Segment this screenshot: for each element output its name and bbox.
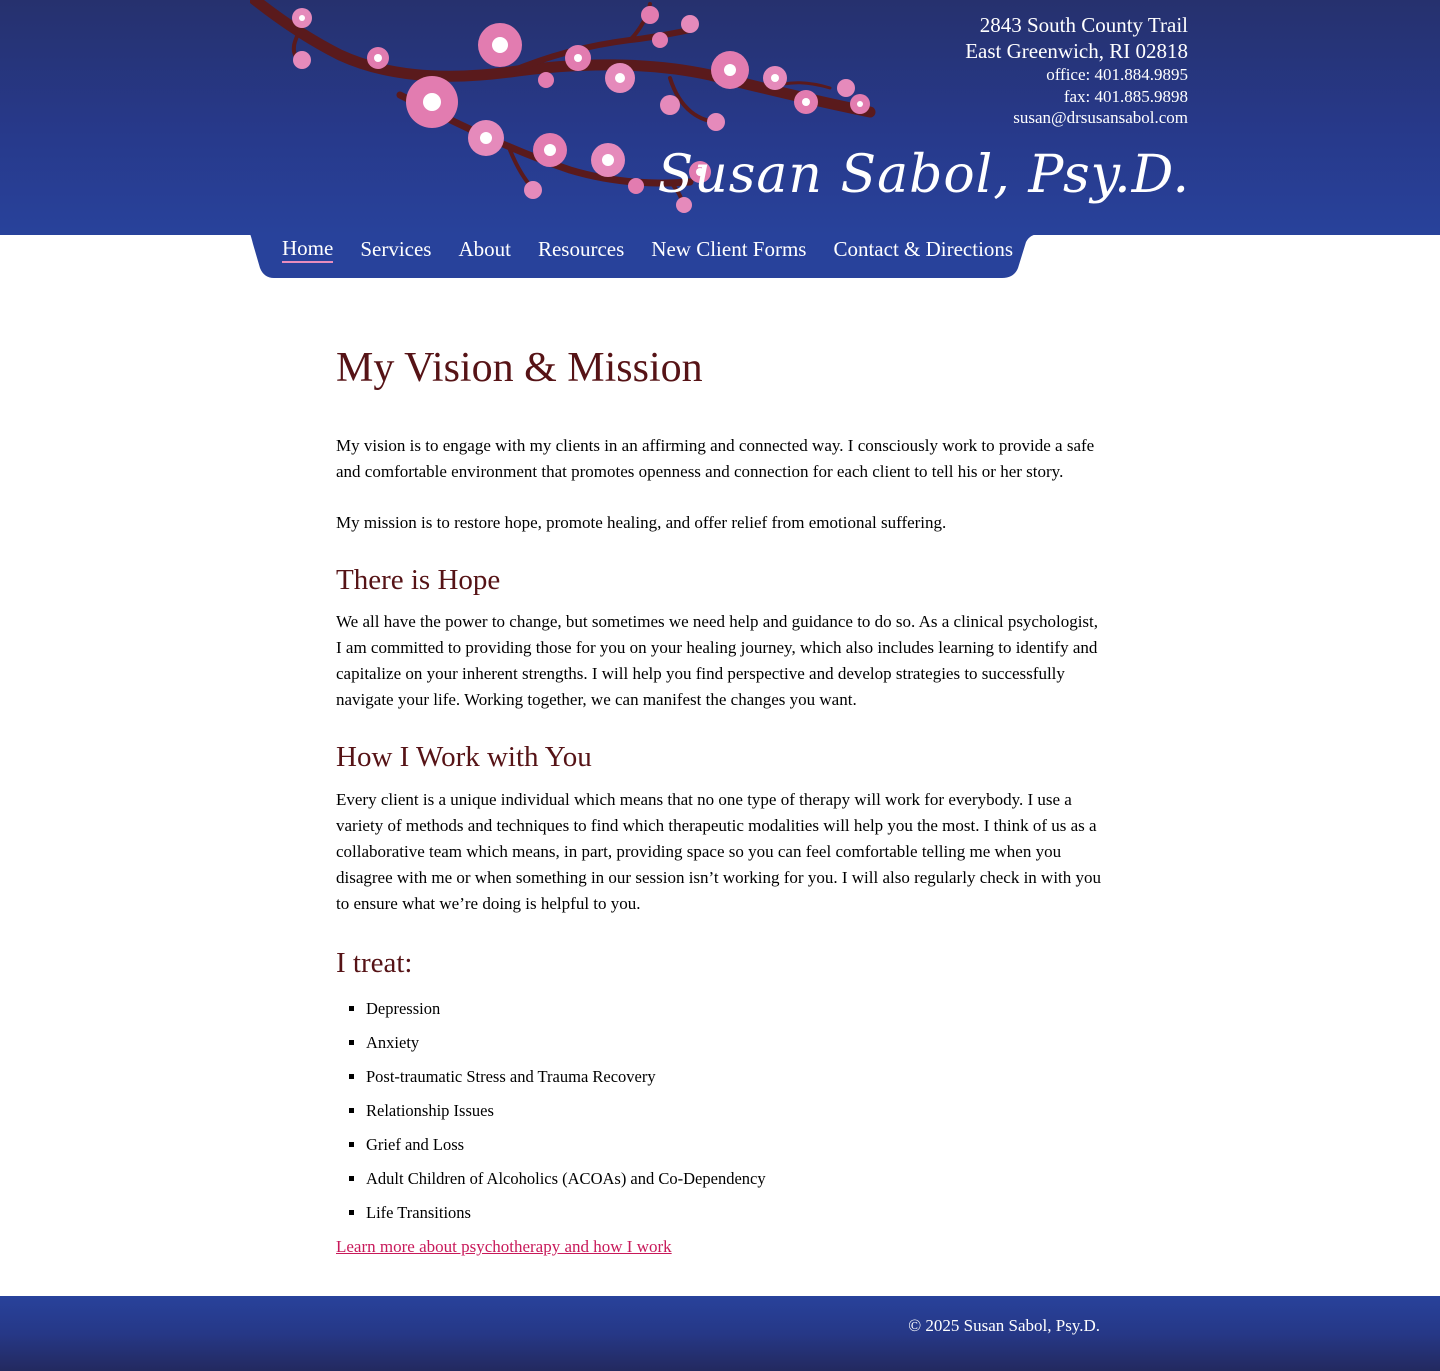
nav-item-contact-directions[interactable]: Contact & Directions xyxy=(833,237,1014,261)
list-item: ▪ Grief and Loss xyxy=(366,1134,1106,1156)
learn-more-link[interactable]: Learn more about psychotherapy and how I work xyxy=(336,1237,672,1256)
main-content xyxy=(336,330,1106,1258)
page-title: My Vision & Mission xyxy=(336,345,703,391)
site-header xyxy=(0,0,1440,235)
main-nav xyxy=(250,234,1050,278)
nav-item-new-client-forms[interactable]: New Client Forms xyxy=(651,237,807,261)
list-item: ▪ Post-traumatic Stress and Trauma Recovery xyxy=(366,1066,1106,1088)
site-name-logo[interactable]: Susan Sabol, Psy.D. xyxy=(657,145,1190,205)
email-address[interactable]: susan@drsusansabol.com xyxy=(1013,108,1188,127)
fax-number: fax: 401.885.9898 xyxy=(1063,86,1188,106)
address-line-1: 2843 South County Trail xyxy=(979,13,1188,37)
vision-paragraph: My vision is to engage with my clients in an affirming and connected way. I consciously work to provide a safe and comfortable environment that promotes openness and connection for each client to tell his or her story. xyxy=(336,436,1095,481)
nav-item-resources[interactable]: Resources xyxy=(537,237,625,261)
section-heading-i-treat: I treat: xyxy=(336,947,413,979)
list-item: ▪ Depression xyxy=(366,998,1106,1020)
list-item: ▪ Relationship Issues xyxy=(366,1100,1106,1122)
list-item: ▪ Adult Children of Alcoholics (ACOAs) and Co-Dependency xyxy=(366,1168,1106,1190)
address-line-2: East Greenwich, RI 02818 xyxy=(965,39,1188,63)
hope-paragraph: We all have the power to change, but sometimes we need help and guidance to do so. As a clinical psychologist, I am committed to providing those for you on your healing journey, which also includes learning to identify and capitalize on your inherent strengths. I will help you find perspective and develop strategies to successfully navigate your life. Working together, we can manifest the changes you want. xyxy=(336,612,1099,709)
contact-info xyxy=(965,12,1188,129)
list-item: ▪ Life Transitions xyxy=(366,1202,1106,1224)
section-heading-how-i-work: How I Work with You xyxy=(336,741,592,773)
nav-item-home[interactable]: Home xyxy=(282,235,333,263)
copyright-text: © 2025 Susan Sabol, Psy.D. xyxy=(908,1316,1100,1335)
nav-list xyxy=(282,234,1040,264)
nav-item-services[interactable]: Services xyxy=(360,237,432,261)
work-paragraph: Every client is a unique individual which means that no one type of therapy will work for everybody. I use a variety of methods and techniques to find which therapeutic modalities will help you the most. I think of us as a collaborative team which means, in part, providing space so you can feel comfortable telling me when you disagree with me or when something in our session isn’t working for you. I will also regularly check in with you to ensure what we’re doing is helpful to you. xyxy=(336,790,1102,913)
site-footer xyxy=(0,1296,1440,1371)
mission-paragraph: My mission is to restore hope, promote healing, and offer relief from emotional suffering. xyxy=(336,513,947,532)
section-heading-hope: There is Hope xyxy=(336,564,501,596)
list-item: ▪ Anxiety xyxy=(366,1032,1106,1054)
office-phone: office: 401.884.9895 xyxy=(1046,65,1188,84)
nav-item-about[interactable]: About xyxy=(458,237,511,261)
treat-list xyxy=(336,998,1106,1224)
